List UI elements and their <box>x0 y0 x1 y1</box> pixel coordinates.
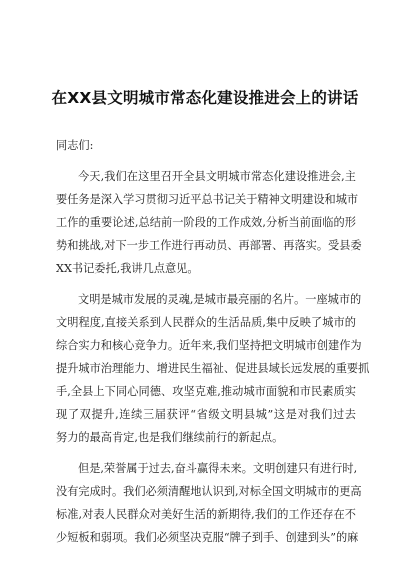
paragraph-line: 努力的最高肯定,也是我们继续前行的新起点。 <box>56 431 284 444</box>
paragraph-line: 少短板和弱项。我们必须坚决克服“牌子到手、创建到头”的麻 <box>56 531 359 544</box>
paragraph-line: 文明程度,直接关系到人民群众的生活品质,集中反映了城市的 <box>56 316 356 329</box>
paragraph-line: 但是,荣誉属于过去,奋斗赢得未来。文明创建只有进行时, <box>78 462 358 475</box>
paragraph-line: 没有完成时。我们必须清醒地认识到,对标全国文明城市的更高 <box>56 485 362 498</box>
greeting: 同志们: <box>56 139 94 152</box>
paragraph-line: 提升城市治理能力、增进民生福祉、促进县域长远发展的重要抓 <box>56 362 370 375</box>
paragraph-line: 标准,对表人民群众对美好生活的新期待,我们的工作还存在不 <box>56 508 356 521</box>
paragraph-line: XX书记委托,我讲几点意见。 <box>56 262 199 275</box>
paragraph-line: 综合实力和核心竞争力。近年来,我们坚持把文明城市创建作为 <box>56 339 362 352</box>
paragraph-line: 工作的重要论述,总结前一阶段的工作成效,分析当前面临的形 <box>56 216 356 229</box>
document-title: 在XX县文明城市常态化建设推进会上的讲话 <box>51 89 359 107</box>
paragraph-line: 手,全县上下同心同德、攻坚克难,推动城市面貌和市民素质实 <box>56 385 356 398</box>
paragraph-line: 现了双提升,连续三届获评“省级文明县城”这是对我们过去 <box>56 408 356 421</box>
paragraph-line: 文明是城市发展的灵魂,是城市最亮丽的名片。一座城市的 <box>78 293 362 306</box>
paragraph-line: 今天,我们在这里召开全县文明城市常态化建设推进会,主 <box>78 170 356 183</box>
paragraph-line: 要任务是深入学习贯彻习近平总书记关于精神文明建设和城市 <box>56 193 359 206</box>
paragraph-line: 势和挑战,对下一步工作进行再动员、再部署、再落实。受县委 <box>56 239 362 252</box>
